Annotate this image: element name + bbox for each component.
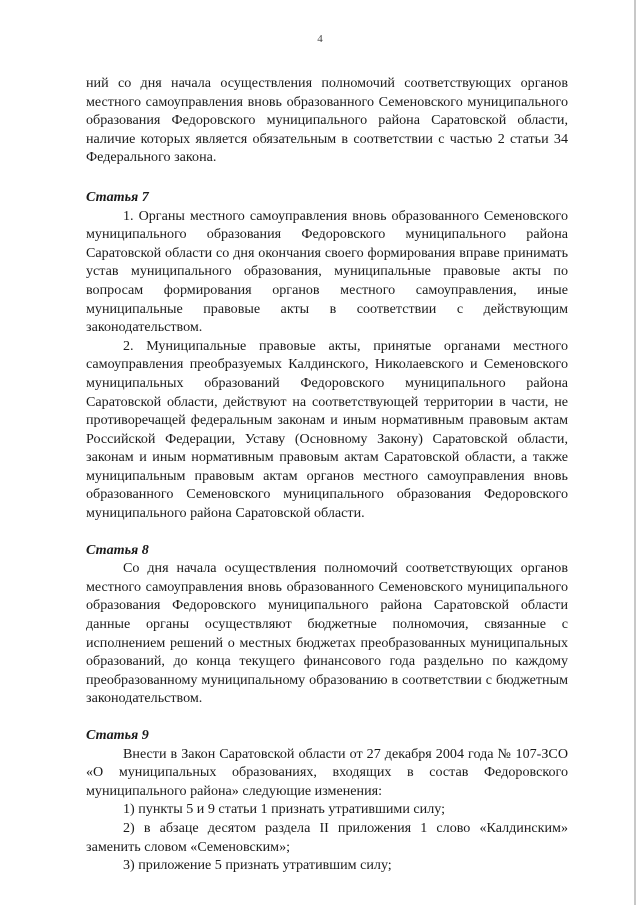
article-8-heading: Статья 8 [86,541,149,558]
article-9-paragraph-1: Внести в Закон Саратовской области от 27 декабря 2004 года № 107-ЗСО «О муниципальных образованиях, входящих в состав Федоровского муниципального района» следующие изменения: [86,745,568,799]
article-7-paragraph-2: 2. Муниципальные правовые акты, принятые органами местного самоуправления преобразуемых Калдинского, Николаевского и Семеновского муниципальных образований Федоровского муниципального района Саратовской области, действуют на соответствующей территории в части, не противоречащей федеральным законам и иным нормативным правовым актам Российской Федерации, Уставу (Основному Закону) Саратовской области, законам и иным нормативным правовым актам Саратовской области, а также муниципальным правовым актам органов местного самоуправления вновь образованного Семеновского муниципального образования Федоровского муниципального района Саратовской области. [86,337,568,522]
scan-edge-line [634,0,636,905]
article-7-paragraph-1: 1. Органы местного самоуправления вновь образованного Семеновского муниципального образования Федоровского муниципального района Саратовской области со дня окончания своего формирования вправе принимать устав муниципального образования, муниципальные правовые акты по вопросам формирования органов местного самоуправления, иные муниципальные правовые акты в соответствии с действующим законодательством. [86,207,568,336]
article-8-paragraph-1: Со дня начала осуществления полномочий соответствующих органов местного самоуправления вновь образованного Семеновского муниципального образования Федоровского муниципального района Саратовской области данные органы осуществляют бюджетные полномочия, связанные с исполнением решений о местных бюджетах преобразованных муниципальных образований, до конца текущего финансового года раздельно по каждому преобразованному муниципальному образованию в соответствии с бюджетным законодательством. [86,560,568,707]
intro-paragraph: ний со дня начала осуществления полномочий соответствующих органов местного самоуправления вновь образованного Семеновского муниципального образования Федоровского муниципального района Саратовской области, наличие которых является обязательным в соответствии с частью 2 статьи 34 Федерального закона. [86,75,568,166]
article-7-heading: Статья 7 [86,188,149,205]
article-9-item-1: 1) пункты 5 и 9 статьи 1 признать утратившими силу; [123,801,446,818]
article-9-heading: Статья 9 [86,727,149,743]
article-9-item-2: 2) в абзаце десятом раздела II приложения 1 слово «Калдинским» заменить словом «Семеновским»; [86,819,568,855]
article-9-item-3: 3) приложение 5 признать утратившим силу; [123,857,392,874]
document-body [86,74,568,875]
page-number: 4 [317,33,323,45]
